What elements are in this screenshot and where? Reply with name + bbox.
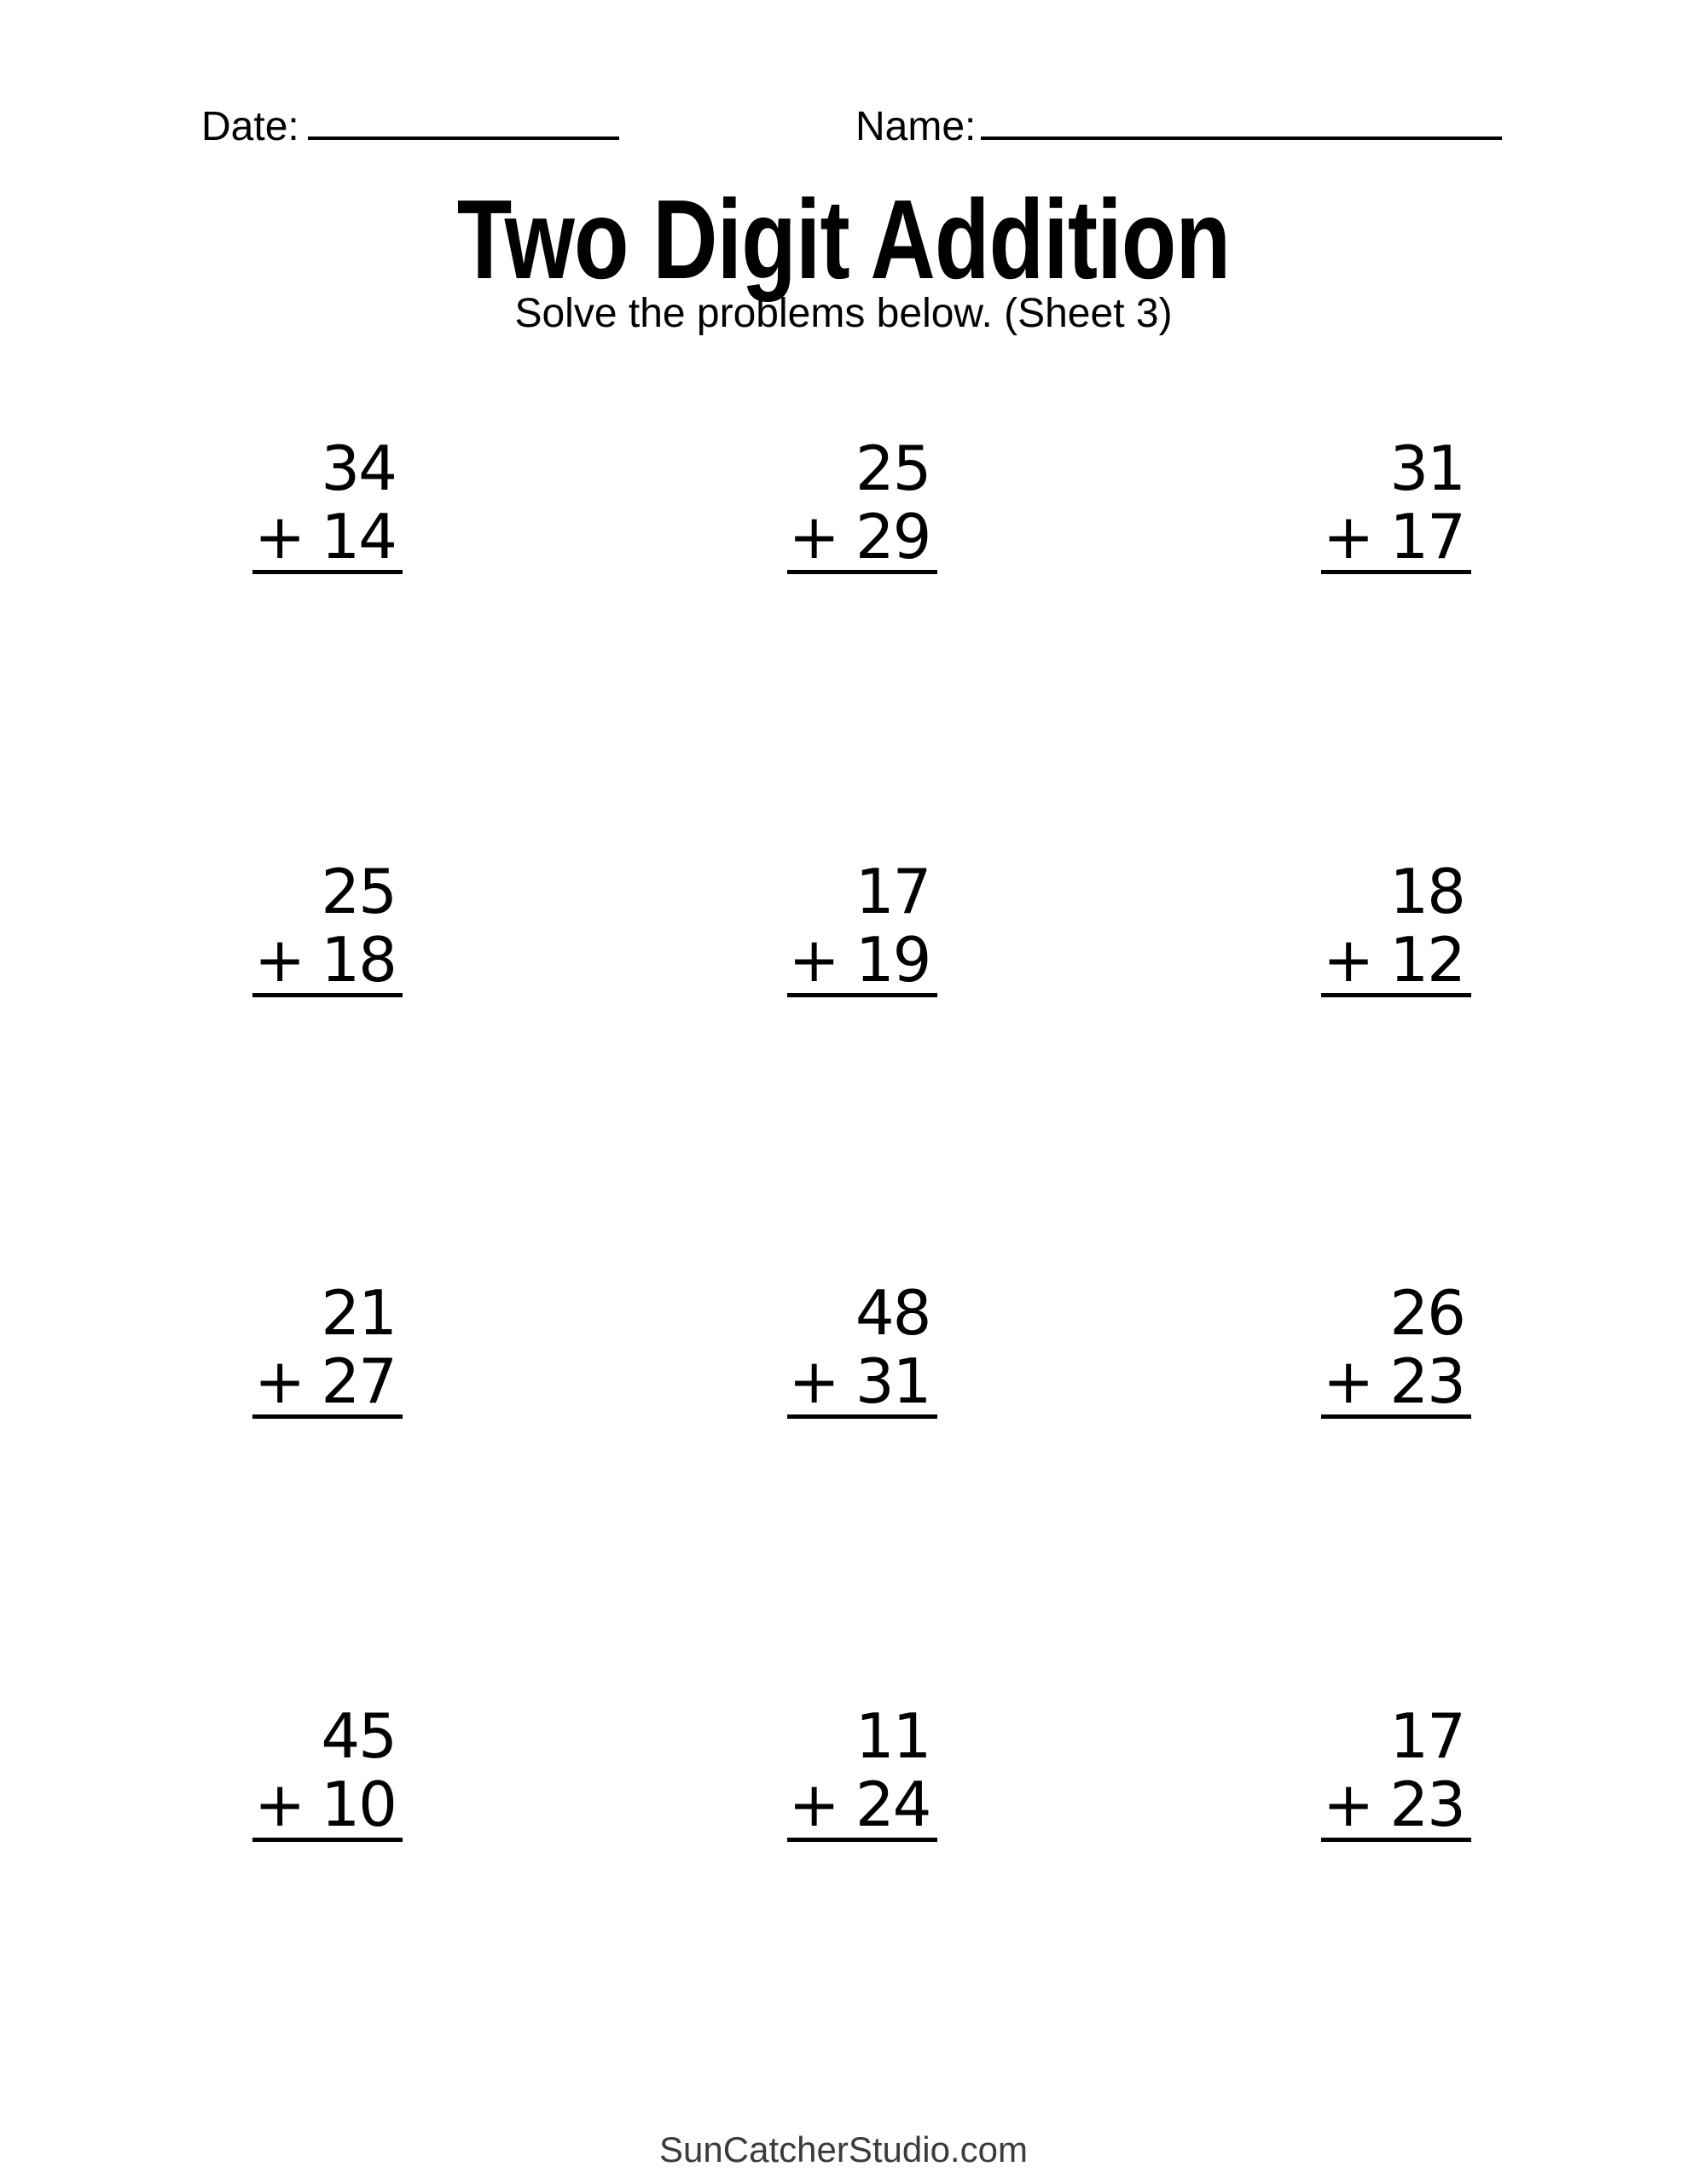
addend-bottom-row	[787, 501, 937, 572]
name-label: Name:	[855, 104, 977, 149]
date-fill-line	[308, 136, 619, 140]
problems-row	[252, 1277, 1471, 1419]
addend-bottom-row	[1321, 1769, 1471, 1840]
addend-top: 34	[321, 433, 396, 504]
addition-problem	[787, 1700, 937, 1842]
addend-bottom: 24	[855, 1769, 930, 1840]
problems-row	[252, 856, 1471, 997]
addend-top: 11	[855, 1700, 930, 1772]
date-label: Date:	[201, 104, 299, 149]
addend-bottom: 23	[1389, 1345, 1464, 1417]
addend-bottom-row	[252, 1345, 403, 1417]
addend-top: 21	[321, 1277, 396, 1349]
addend-bottom-row	[252, 924, 403, 996]
addend-top: 25	[855, 433, 930, 504]
plus-operator: +	[254, 924, 304, 996]
plus-operator: +	[254, 1345, 304, 1417]
addition-problem	[1321, 1277, 1471, 1419]
addition-problem	[252, 856, 403, 997]
addend-bottom: 10	[321, 1769, 396, 1840]
addend-top: 18	[1389, 856, 1464, 927]
addition-problem	[252, 1700, 403, 1842]
addend-bottom: 27	[321, 1345, 396, 1417]
addend-bottom: 14	[321, 501, 396, 572]
addition-problem	[787, 433, 937, 574]
addend-top: 26	[1389, 1277, 1464, 1349]
addend-top: 25	[321, 856, 396, 927]
addend-bottom-row	[1321, 924, 1471, 996]
plus-operator: +	[788, 924, 838, 996]
addend-bottom: 19	[855, 924, 930, 996]
addend-top: 17	[1389, 1700, 1464, 1772]
addend-top: 31	[1389, 433, 1464, 504]
plus-operator: +	[1323, 501, 1373, 572]
addend-bottom-row	[787, 924, 937, 996]
addition-problem	[1321, 433, 1471, 574]
addend-bottom-row	[787, 1345, 937, 1417]
plus-operator: +	[254, 1769, 304, 1840]
addend-bottom: 29	[855, 501, 930, 572]
addend-bottom: 18	[321, 924, 396, 996]
addend-bottom: 12	[1389, 924, 1464, 996]
footer-site-text: SunCatcherStudio.com	[659, 2129, 1028, 2169]
name-fill-line	[981, 136, 1502, 140]
plus-operator: +	[254, 501, 304, 572]
date-field	[201, 104, 619, 149]
worksheet-subtitle: Solve the problems below. (Sheet 3)	[514, 291, 1173, 336]
worksheet-title: Two Digit Addition	[456, 177, 1231, 302]
addend-bottom: 23	[1389, 1769, 1464, 1840]
addition-problem	[787, 1277, 937, 1419]
addition-problem	[1321, 856, 1471, 997]
addend-top: 17	[855, 856, 930, 927]
addend-bottom-row	[252, 501, 403, 572]
addition-problem	[1321, 1700, 1471, 1842]
addition-problem	[252, 433, 403, 574]
name-field	[855, 104, 1502, 149]
plus-operator: +	[788, 501, 838, 572]
addition-problem	[252, 1277, 403, 1419]
addend-bottom: 17	[1389, 501, 1464, 572]
problems-row	[252, 433, 1471, 574]
addend-bottom-row	[252, 1769, 403, 1840]
plus-operator: +	[788, 1345, 838, 1417]
problems-row	[252, 1700, 1471, 1842]
plus-operator: +	[1323, 1345, 1373, 1417]
addend-bottom-row	[1321, 501, 1471, 572]
addend-bottom: 31	[855, 1345, 930, 1417]
addend-top: 48	[855, 1277, 930, 1349]
plus-operator: +	[788, 1769, 838, 1840]
addition-problem	[787, 856, 937, 997]
plus-operator: +	[1323, 1769, 1373, 1840]
addend-top: 45	[321, 1700, 396, 1772]
addend-bottom-row	[1321, 1345, 1471, 1417]
plus-operator: +	[1323, 924, 1373, 996]
addend-bottom-row	[787, 1769, 937, 1840]
